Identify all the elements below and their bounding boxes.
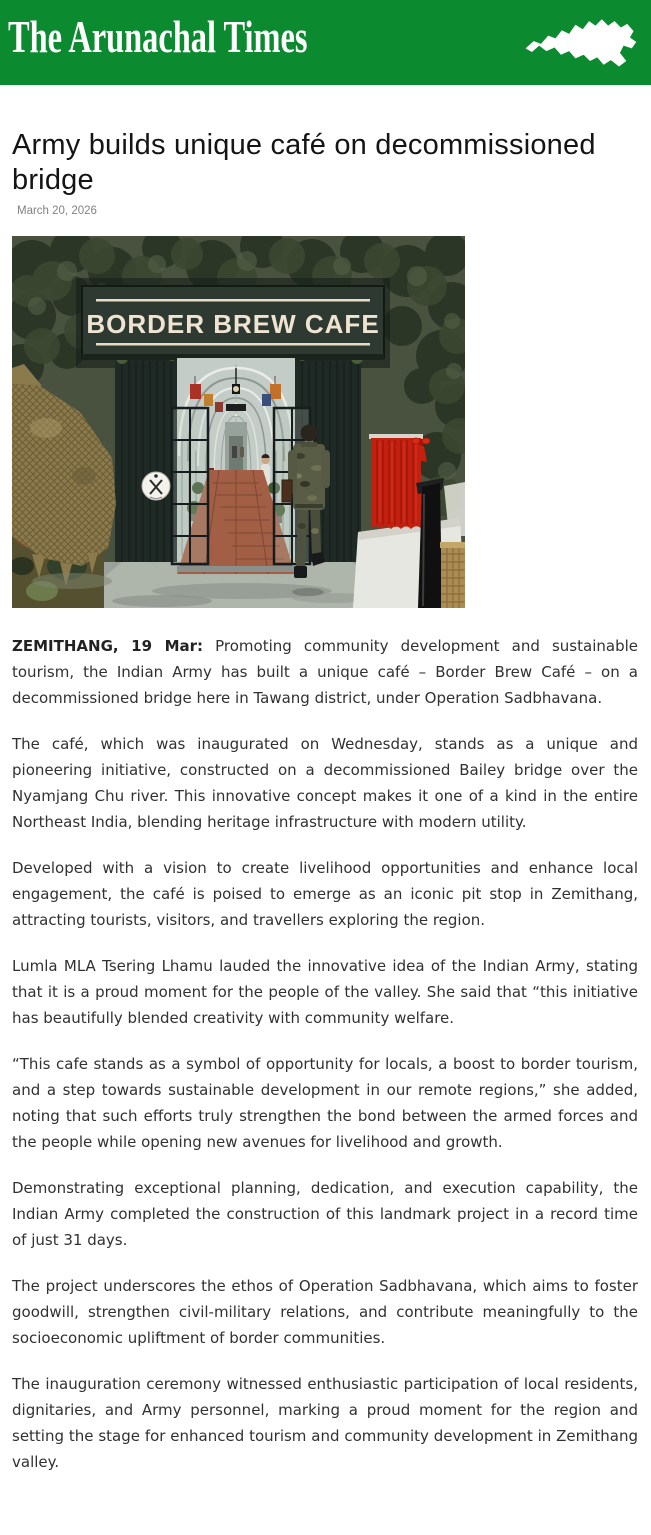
article-body bbox=[12, 633, 638, 1535]
article-paragraph: Lumla MLA Tsering Lhamu lauded the innovative idea of the Indian Army, stating that it is a proud moment for the people of the valley. She said that “this initiative has beautifully blended creativity with community welfare. bbox=[12, 957, 638, 1027]
article-title: Army builds unique café on decommissioned bridge bbox=[12, 129, 596, 196]
article-paragraph: The project underscores the ethos of Operation Sadbhavana, which aims to foster goodwill, strengthen civil-military relations, and contribute meaningfully to the socioeconomic upliftment of border communities. bbox=[12, 1277, 638, 1347]
article-paragraph: Demonstrating exceptional planning, dedication, and execution capability, the Indian Army completed the construction of this landmark project in a record time of just 31 days. bbox=[12, 1179, 638, 1249]
article-paragraph: Developed with a vision to create livelihood opportunities and enhance local engagement, the café is poised to emerge as an iconic pit stop in Zemithang, attracting tourists, visitors, and travellers exploring the region. bbox=[12, 859, 638, 929]
article-paragraph: The café, which was inaugurated on Wednesday, stands as a unique and pioneering initiative, constructed on a decommissioned Bailey bridge over the Nyamjang Chu river. This innovative concept makes it one of a kind in the entire Northeast India, blending heritage infrastructure with modern utility. bbox=[12, 735, 638, 831]
article-paragraph: The inauguration ceremony witnessed enthusiastic participation of local residents, dignitaries, and Army personnel, marking a proud moment for the region and setting the stage for enhanced tourism and community development in Zemithang valley. bbox=[12, 1375, 638, 1471]
cafe-logo-roundel bbox=[142, 472, 170, 500]
dateline: ZEMITHANG, 19 Mar: bbox=[12, 637, 204, 655]
arunachal-pradesh-map-icon bbox=[521, 13, 639, 71]
masthead-title[interactable]: The Arunachal Times bbox=[8, 12, 308, 62]
article-date: March 20, 2026 bbox=[17, 205, 97, 217]
cafe-sign-text: BORDER BREW CAFE bbox=[86, 309, 380, 339]
cafe-sign bbox=[82, 286, 384, 360]
article-photo-border-brew-cafe bbox=[12, 236, 465, 608]
article bbox=[0, 128, 651, 1535]
article-paragraph: “This cafe stands as a symbol of opportunity for locals, a boost to border tourism, and a step towards sustainable development in our remote regions,” she added, noting that such efforts truly strengthen the bond between the armed forces and the people while opening new avenues for livelihood and growth. bbox=[12, 1055, 638, 1151]
masthead-banner bbox=[0, 0, 651, 85]
article-paragraph: ZEMITHANG, 19 Mar: Promoting community development and sustainable tourism, the Indian Army has built a unique café – Border Brew Café – on a decommissioned bridge here in Tawang district, under Operation Sadbhavana. bbox=[12, 637, 638, 707]
